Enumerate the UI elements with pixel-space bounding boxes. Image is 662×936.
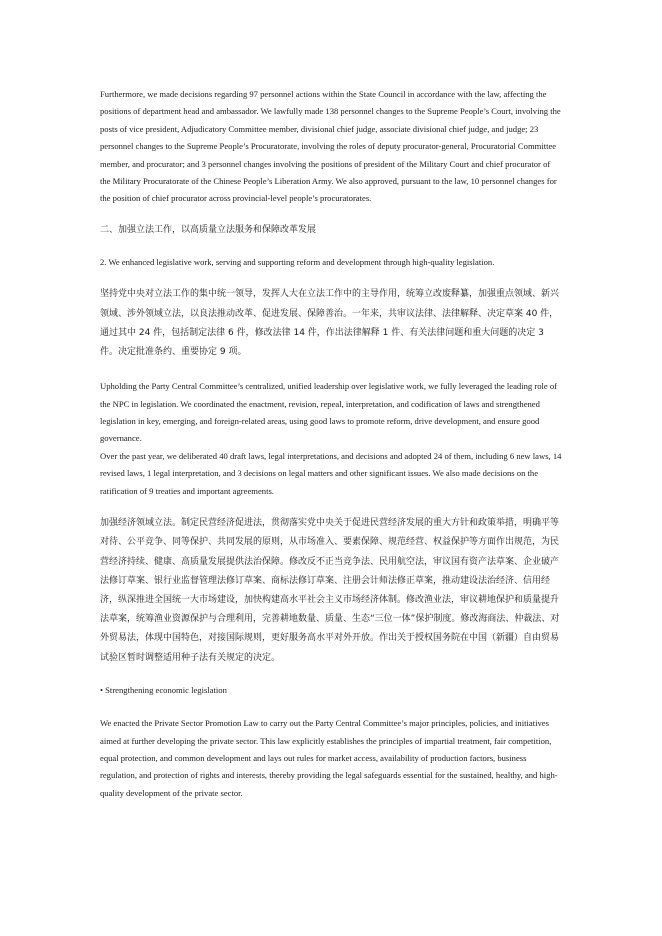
paragraph-personnel-changes: Furthermore, we made decisions regarding 97 personnel actions within the State Council in accordance with the law, affecting the positions of department head and ambassador. We lawfully made 138 personnel changes to the Supreme People’s Court, involving the posts of vice president, Adjudicatory Committee member, divisional chief judge, associate divisional chief judge, and judge; 23 personnel changes to the Supreme People’s Procuratorate, involving the roles of deputy procurator-general, Procuratorial Committee member, and procurator; and 3 personnel changes involving the positions of president of the Military Court and chief procurator of the Military Procuratorate of the Chinese People’s Liberation Army. We also approved, pursuant to the law, 10 personnel changes for the position of chief procurator across provincial-level people’s procuratorates. <box>100 89 561 204</box>
paragraph-legislative-work-en: Upholding the Party Central Committee’s centralized, unified leadership over legislative work, we fully leveraged the leading role of the NPC in legislation. We coordinated the enactment, revision, repeal, interpretation, and codification of laws and strengthened legislation in key, emerging, and foreign-related areas, using good laws to promote reform, drive development, and ensure good governance. <box>100 381 557 444</box>
paragraph-past-year-en: Over the past year, we deliberated 40 draft laws, legal interpretations, and decisions and adopted 24 of them, including 6 new laws, 14 revised laws, 1 legal interpretation, and 3 decisions on legal matters and other significant issues. We also made decisions on the ratification of 9 treaties and important agreements. <box>100 450 562 496</box>
paragraph-economic-legislation-zh: 加强经济领域立法。制定民营经济促进法，贯彻落实党中央关于促进民营经济发展的重大方针和政策举措，明确平等对待、公平竞争、同等保护、共同发展的原则，从市场准入、要素保障、规范经营、权益保护等方面作出规范，为民营经济持续、健康、高质量发展提供法治保障。修改反不正当竞争法、民用航空法，审议国有资产法草案、企业破产法修订草案、银行业监督管理法修订草案、商标法修订草案、注册会计师法修正草案，推动建设法治经济、信用经济，纵深推进全国统一大市场建设，加快构建高水平社会主义市场经济体制。修改渔业法，审议耕地保护和质量提升法草案，统筹渔业资源保护与合理利用，完善耕地数量、质量、生态“三位一体”保护制度。修改海商法、仲裁法、对外贸易法，体现中国特色，对接国际规则，更好服务高水平对外开放。作出关于授权国务院在中国（新疆）自由贸易试验区暂时调整适用种子法有关规定的决定。 <box>100 518 560 663</box>
bullet-economic-legislation: • Strengthening economic legislation <box>100 684 227 695</box>
paragraph-legislative-work-zh: 坚持党中央对立法工作的集中统一领导，发挥人大在立法工作中的主导作用，统筹立改废释纂，加强重点领域、新兴领域、涉外领域立法，以良法推动改革、促进发展、保障善治。一年来，共审议法律、法律解释、决定草案 40 件，通过其中 24 件，包括制定法律 6 件，修改法律 14 件，作出法律解释 1 件、有关法律问题和重大问题的决定 3 件。决定批准条约、重要协定 9 项。 <box>100 289 560 358</box>
document-body <box>100 86 562 802</box>
paragraph-private-sector-law: We enacted the Private Sector Promotion Law to carry out the Party Central Committee’s major principles, policies, and initiatives aimed at further developing the private sector. This law explicitly establishes the principles of impartial treatment, fair competition, equal protection, and common development and lays out rules for market access, availability of production factors, business regulation, and protection of rights and interests, thereby providing the legal safeguards essential for the sustained, healthy, and high-quality development of the private sector. <box>100 718 558 798</box>
section-heading-zh: 二、加强立法工作，以高质量立法服务和保障改革发展 <box>100 224 317 235</box>
section-heading-en: 2. We enhanced legislative work, serving and supporting reform and development through high-quality legislation. <box>100 257 495 268</box>
